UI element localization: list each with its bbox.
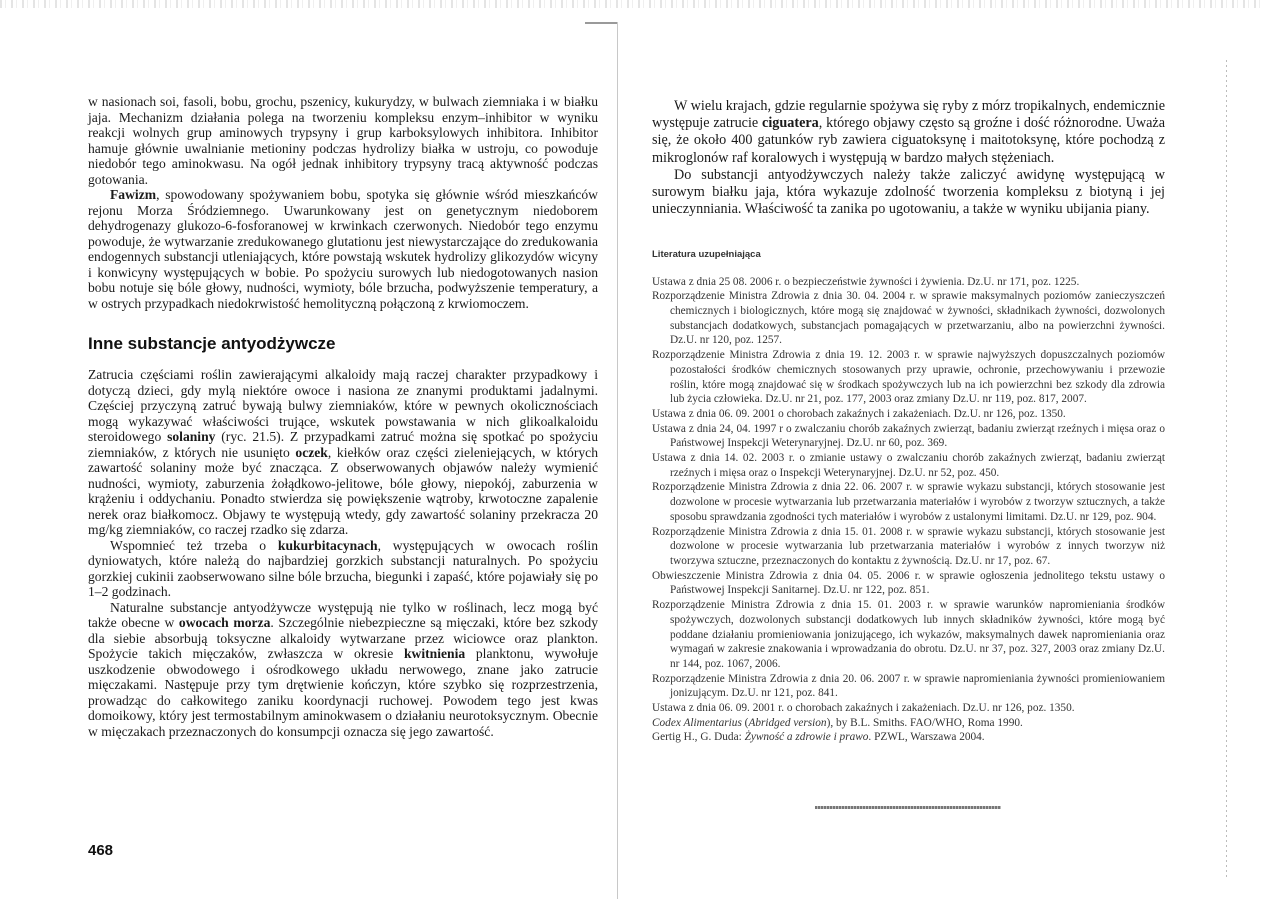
section-heading xyxy=(88,334,598,354)
text-run: , spowodowany spożywaniem bobu, spotyka się głównie wśród mieszkańców rejonu Morza Śródziemnego. Uwarunkowany jest on genetycznym niedoborem dehydrogenazy glukozo-6-fosforanowej w krwinkach czerwonych. Niedobór tego enzymu powoduje, że wytwarzanie zredukowanego glutationu jest niewystarczające do zredukowania endogennych substancji utleniających, które powstają wskutek hydrolizy glikozydów wicyny i konwicyny występujących w bobie. Po spożyciu surowych lub niedogotowanych nasion bobu notuje się bóle głowy, nudności, wymioty, bóle brzucha, podwyższenie temperatury, a w ostrych przypadkach niedokrwistość hemolityczną połączoną z krwiomoczem. xyxy=(88,187,598,311)
reference-item xyxy=(652,730,1165,745)
paragraph xyxy=(88,94,598,187)
reference-item xyxy=(652,480,1165,524)
text-run: , którego objawy często są groźne i dość różnorodne. Uważa się, że około 400 gatunków ryb zawiera ciguatoksynę i maitotoksynę, które pochodzą z mikroglonów raf koralowych i występują w bardzo małych stężeniach. xyxy=(652,115,1165,166)
text-run: Ustawa z dnia 14. 02. 2003 r. o zmianie ustawy o zwalczaniu chorób zakaźnych zwierząt, badaniu zwierząt rzeźnych i mięsa oraz o Inspekcji Weterynaryjnej. Dz.U. nr 52, poz. 450. xyxy=(652,452,1165,479)
paragraph xyxy=(88,538,598,600)
text-run: , kiełków oraz części zieleniejących, w których zawartość solaniny może być znacząca. Z obserwowanych objawów należy wymienić nudności, wymioty, zaburzenia żołądkowo-jelitowe, bóle głowy, niepokój, zaburzenia w krążeniu i oddychaniu. Ponadto stwierdza się powiększenie wątroby, krwotoczne zapalenie nerek oraz białkomocz. Objawy te występują wtedy, gdy zawartość solaniny przekracza 20 mg/kg ziemniaków, co raczej rzadko się zdarza. xyxy=(88,444,598,537)
scan-top-edge xyxy=(0,0,1263,8)
italic-title: Codex Alimentarius xyxy=(652,716,742,729)
bold-term: kwitnienia xyxy=(403,646,466,661)
text-run: ), by B.L. Smiths. FAO/WHO, Roma 1990. xyxy=(826,716,1023,729)
reference-item xyxy=(652,716,1165,731)
right-page-body xyxy=(652,98,1165,264)
text-run: . PZWL, Warszawa 2004. xyxy=(868,731,985,744)
reference-item xyxy=(652,598,1165,672)
text-run: Naturalne substancje antyodżywcze występują nie tylko w roślinach, lecz mogą być także obecne w xyxy=(88,599,598,630)
book-gutter-mark xyxy=(585,22,618,24)
book-gutter xyxy=(617,22,618,899)
paragraph xyxy=(88,367,598,538)
italic-title: Żywność a zdrowie i prawo xyxy=(744,731,869,744)
text-run: Do substancji antyodżywczych należy także zaliczyć awidynę występującą w surowym białku jaja, która wykazuje zdolność tworzenia kompleksu z biotyną i jej unieczynniania. Właściwość ta zanika po ugotowaniu, a także w wyniku ubijania piany. xyxy=(652,166,1165,218)
paragraph xyxy=(88,600,598,740)
text-run: Ustawa z dnia 06. 09. 2001 r. o chorobach zakaźnych i zakażeniach. Dz.U. nr 126, poz. 1350. xyxy=(652,702,1075,715)
bold-term: Fawizm xyxy=(110,187,157,202)
text-run: Obwieszczenie Ministra Zdrowia z dnia 04. 05. 2006 r. w sprawie ogłoszenia jednolitego tekstu ustawy o Państwowej Inspekcji Sanitarnej. Dz.U. nr 122, poz. 851. xyxy=(652,569,1165,597)
reference-item xyxy=(652,407,1165,422)
bold-term: solaniny xyxy=(167,429,216,444)
text-run: Literatura uzupełniająca xyxy=(652,249,761,261)
text-run: Rozporządzenie Ministra Zdrowia z dnia 20. 06. 2007 r. w sprawie napromieniania żywności promieniowaniem jonizującym. Dz.U. nr 121, poz. 841. xyxy=(652,672,1165,700)
text-run: Rozporządzenie Ministra Zdrowia z dnia 19. 12. 2003 r. w sprawie najwyższych dopuszczalnych poziomów pozostałości środków chemicznych stosowanych przy uprawie, ochronie, przechowywaniu i przewozie roślin, które mogą znajdować się w środkach spożywczych lub na ich powierzchni bez szkody dla zdrowia lub życia człowieka. Dz.U. nr 21, poz. 177, 2003 oraz zmiany Dz.U. nr 119, poz. 817, 2007. xyxy=(652,349,1165,406)
text-run: ( xyxy=(741,716,749,729)
reference-item xyxy=(652,289,1165,348)
page-number: 468 xyxy=(88,842,114,859)
reference-item xyxy=(652,525,1165,569)
text-run: Rozporządzenie Ministra Zdrowia z dnia 15. 01. 2008 r. w sprawie wykazu substancji, których stosowanie jest dozwolone w procesie wytwarzania lub przetwarzania materiałów i wyrobów z innych tworzyw niż tworzywa sztuczne, przeznaczonych do kontaktu z żywnością. Dz.U. nr 17, poz. 67. xyxy=(652,525,1165,567)
left-page-text xyxy=(88,94,598,739)
reference-item xyxy=(652,451,1165,480)
text-run: Zatrucia częściami roślin zawierającymi alkaloidy mają raczej charakter przypadkowy i dotyczą dzieci, gdy mylą niektóre owoce i nasiona ze znanymi produktami jadalnymi. Częściej przyczyną zatruć bywają bulwy ziemniaków, które w pewnych okolicznościach mogą wykazywać właściwości trujące, wskutek powstawania w nich glikoalkaloidu steroidowego xyxy=(88,367,598,444)
right-page-text xyxy=(652,98,1165,745)
text-run: Ustawa z dnia 25 08. 2006 r. o bezpieczeństwie żywności i żywienia. Dz.U. nr 171, poz. 1225. xyxy=(652,275,1080,288)
text-run: Rozporządzenie Ministra Zdrowia z dnia 30. 04. 2004 r. w sprawie maksymalnych poziomów zanieczyszczeń chemicznych i biologicznych, które mogą się znajdować w żywności, składnikach żywności, dozwolonych substancjach dodatkowych, substancjach pomagających w przetwarzaniu, albo na powierzchni żywności. Dz.U. nr 120, poz. 1257. xyxy=(652,290,1165,347)
text-run: Ustawa z dnia 24, 04. 1997 r o zwalczaniu chorób zakaźnych zwierząt, badaniu zwierząt rzeźnych i mięsa oraz o Państwowej Inspekcji Weterynaryjnej. Dz.U. nr 60, poz. 369. xyxy=(652,422,1165,450)
reference-item xyxy=(652,348,1165,407)
text-run: planktonu, wywołuje uszkodzenie obwodowego i ośrodkowego układu nerwowego, znane jako zatrucie mięczakami. Następuje przy tym drętwienie kończyn, które szybko się rozprzestrzenia, prowadząc do całkowitego zaniku koordynacji ruchowej. Powodem tego jest kwas domoikowy, który jest termostabilnym aminokwasem o działaniu neurotoksycznym. Obecnie w mięczakach przeznaczonych do konsumpcji oznacza się jego zawartość. xyxy=(88,646,598,739)
text-run: Rozporządzenie Ministra Zdrowia z dnia 15. 01. 2003 r. w sprawie warunków napromieniania środków spożywczych, dozwolonych substancji dodatkowych lub innych składników żywności, które mogą być poddane działaniu promieniowania jonizującego, ich wykazów, maksymalnych dawek napromieniania oraz wymagań w zakresie znakowania i wprowadzania do obrotu. Dz.U. nr 37, poz. 327, 2003 oraz zmiany Dz.U. nr 144, poz. 1067, 2006. xyxy=(652,599,1165,670)
reference-item xyxy=(652,701,1165,716)
paragraph xyxy=(88,187,598,311)
bold-term: ciguatera xyxy=(762,115,819,132)
bold-term: kukurbitacynach xyxy=(277,537,378,553)
text-run: Ustawa z dnia 06. 09. 2001 o chorobach zakaźnych i zakażeniach. Dz.U. nr 126, poz. 1350. xyxy=(652,407,1066,420)
text-run: . Szczególnie niebezpieczne są mięczaki, które bez szkody dla siebie absorbują toksyczne alkaloidy wytwarzane przez wiciowce oraz plankton. Spożycie takich mięczaków, zwłaszcza w okresie xyxy=(88,615,598,661)
end-rule xyxy=(815,806,1001,809)
text-run: Rozporządzenie Ministra Zdrowia z dnia 22. 06. 2007 r. w sprawie wykazu substancji, których stosowanie jest dozwolone w procesie wytwarzania lub przetwarzania materiałów i wyrobów z tworzyw sztucznych, a także sposobu sprawdzania zgodności tych materiałów i wyrobów z ustalonymi limitami. Dz.U. nr 129, poz. 904. xyxy=(652,481,1165,523)
text-run: W wielu krajach, gdzie regularnie spożywa się ryby z mórz tropikalnych, endemicznie występuje zatrucie xyxy=(652,98,1165,132)
reference-item xyxy=(652,672,1165,701)
reference-list xyxy=(652,275,1165,746)
bold-term: owocach morza xyxy=(178,615,271,630)
text-run: w nasionach soi, fasoli, bobu, grochu, pszenicy, kukurydzy, w bulwach ziemniaka i w białku jaja. Mechanizm działania polega na tworzeniu kompleksu enzym–inhibitor w wyniku reakcji wolnych grup aminowych trypsyny i grup karboksylowych inhibitora. Inhibitor hamuje głównie uwalnianie metioniny podczas hydrolizy białka w ustroju, co powoduje niedobór tego aminokwasu. Na ogół jednak inhibitory trypsyny tracą aktywność podczas gotowania. xyxy=(88,94,598,187)
paragraph xyxy=(652,167,1165,219)
reference-item xyxy=(652,422,1165,451)
further-reading-heading xyxy=(652,246,1165,263)
reference-item xyxy=(652,275,1165,290)
italic-title: Abridged version xyxy=(748,716,827,729)
text-run: , występujących w owocach roślin dyniowatych, które należą do najbardziej gorzkich substancji naturalnych. Po spożyciu gorzkiej cukinii zaobserwowano silne bóle brzucha, biegunki i zapaść, które pojawiały się po 1–2 godzinach. xyxy=(88,537,598,599)
reference-item xyxy=(652,569,1165,598)
scan-right-edge xyxy=(1226,60,1227,880)
paragraph xyxy=(652,98,1165,167)
text-run: Inne substancje antyodżywcze xyxy=(88,334,336,353)
text-run: (ryc. 21.5). Z przypadkami zatruć można się spotkać po spożyciu ziemniaków, z których nie usunięto xyxy=(88,429,598,460)
text-run: Wspomnieć też trzeba o xyxy=(110,537,278,553)
bold-term: oczek xyxy=(295,444,328,460)
text-run: Gertig H., G. Duda: xyxy=(652,731,745,744)
